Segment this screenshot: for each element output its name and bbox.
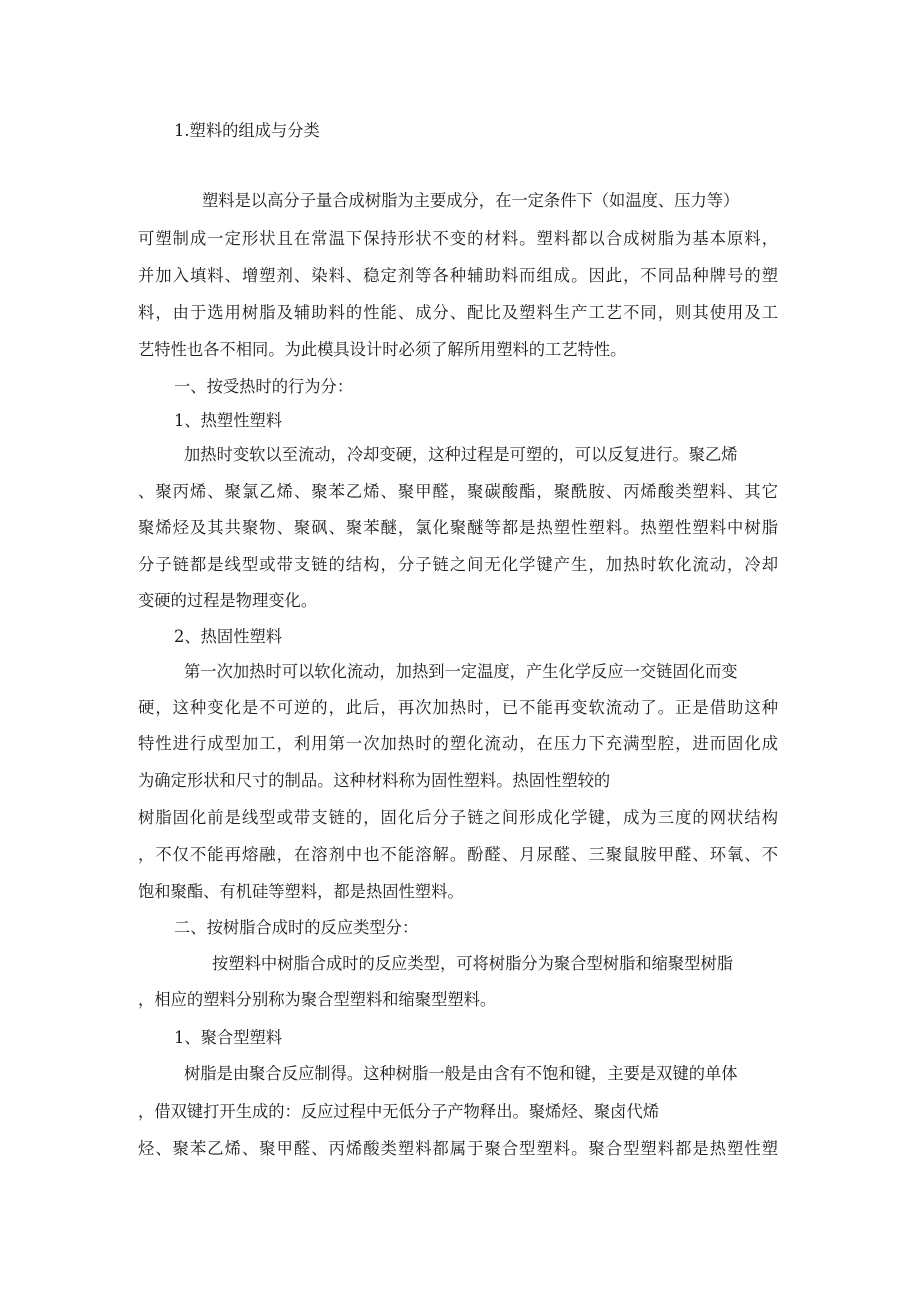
subsection-thermoset-heading: 2、热固性塑料 xyxy=(174,627,283,646)
subsection-thermoplastic-heading: 1、热塑性塑料 xyxy=(174,411,283,430)
thermoplastic-line-2: 、聚丙烯、聚氯乙烯、聚苯乙烯、聚甲醛，聚碳酸酯，聚酰胺、丙烯酸类塑料、其它 xyxy=(138,482,778,501)
thermoset-line-6: ，不仅不能再熔融，在溶剂中也不能溶解。酚醛、月尿醛、三聚鼠胺甲醛、环氧、不 xyxy=(138,845,778,864)
intro-line-3: 并加入填料、增塑剂、染料、稳定剂等各种辅助料而组成。因此，不同品种牌号的塑 xyxy=(138,266,778,285)
section-2-line-2: ，相应的塑料分别称为聚合型塑料和缩聚型塑料。 xyxy=(138,990,497,1009)
addition-line-3: 烃、聚苯乙烯、聚甲醛、丙烯酸类塑料都属于聚合型塑料。聚合型塑料都是热塑性塑 xyxy=(138,1139,778,1158)
subsection-addition-heading: 1、聚合型塑料 xyxy=(174,1028,283,1047)
addition-line-1: 树脂是由聚合反应制得。这种树脂一般是由含有不饱和键，主要是双键的单体 xyxy=(184,1064,738,1083)
section-2-line-1: 按塑料中树脂合成时的反应类型，可将树脂分为聚合型树脂和缩聚型树脂 xyxy=(212,954,734,973)
section-2-heading: 二、按树脂合成时的反应类型分： xyxy=(174,918,419,937)
intro-line-4: 料，由于选用树脂及辅助料的性能、成分、配比及塑料生产工艺不同，则其使用及工 xyxy=(138,303,778,322)
thermoset-line-3: 特性进行成型加工，利用第一次加热时的塑化流动，在压力下充满型腔，进而固化成 xyxy=(138,734,778,753)
intro-line-2: 可塑制成一定形状且在常温下保持形状不变的材料。塑料都以合成树脂为基本原料， xyxy=(138,229,778,248)
thermoplastic-line-5: 变硬的过程是物理变化。 xyxy=(138,591,318,610)
addition-line-2: ，借双键打开生成的：反应过程中无低分子产物释出。聚烯烃、聚卤代烯 xyxy=(138,1102,660,1121)
doc-title: 1.塑料的组成与分类 xyxy=(174,121,320,140)
thermoset-line-2: 硬，这种变化是不可逆的，此后，再次加热时，已不能再变软流动了。正是借助这种 xyxy=(138,698,778,717)
thermoset-line-5: 树脂固化前是线型或带支链的，固化后分子链之间形成化学键，成为三度的网状结构 xyxy=(138,808,778,827)
thermoset-line-4: 为确定形状和尺寸的制品。这种材料称为固性塑料。热固性塑较的 xyxy=(138,771,611,790)
thermoplastic-line-1: 加热时变软以至流动，冷却变硬，这种过程是可塑的，可以反复进行。聚乙烯 xyxy=(184,445,738,464)
intro-line-1: 塑料是以高分子量合成树脂为主要成分，在一定条件下（如温度、压力等） xyxy=(202,191,740,210)
thermoset-line-1: 第一次加热时可以软化流动，加热到一定温度，产生化学反应一交链固化而变 xyxy=(184,662,738,681)
thermoset-line-7: 饱和聚酯、有机硅等塑料，都是热固性塑料。 xyxy=(138,882,464,901)
intro-line-5: 艺特性也各不相同。为此模具设计时必须了解所用塑料的工艺特性。 xyxy=(138,340,627,359)
thermoplastic-line-3: 聚烯烃及其共聚物、聚砜、聚苯醚，氯化聚醚等都是热塑性塑料。热塑性塑料中树脂 xyxy=(138,518,778,537)
section-1-heading: 一、按受热时的行为分： xyxy=(174,377,354,396)
thermoplastic-line-4: 分子链都是线型或带支链的结构，分子链之间无化学键产生，加热时软化流动，冷却 xyxy=(138,555,778,574)
